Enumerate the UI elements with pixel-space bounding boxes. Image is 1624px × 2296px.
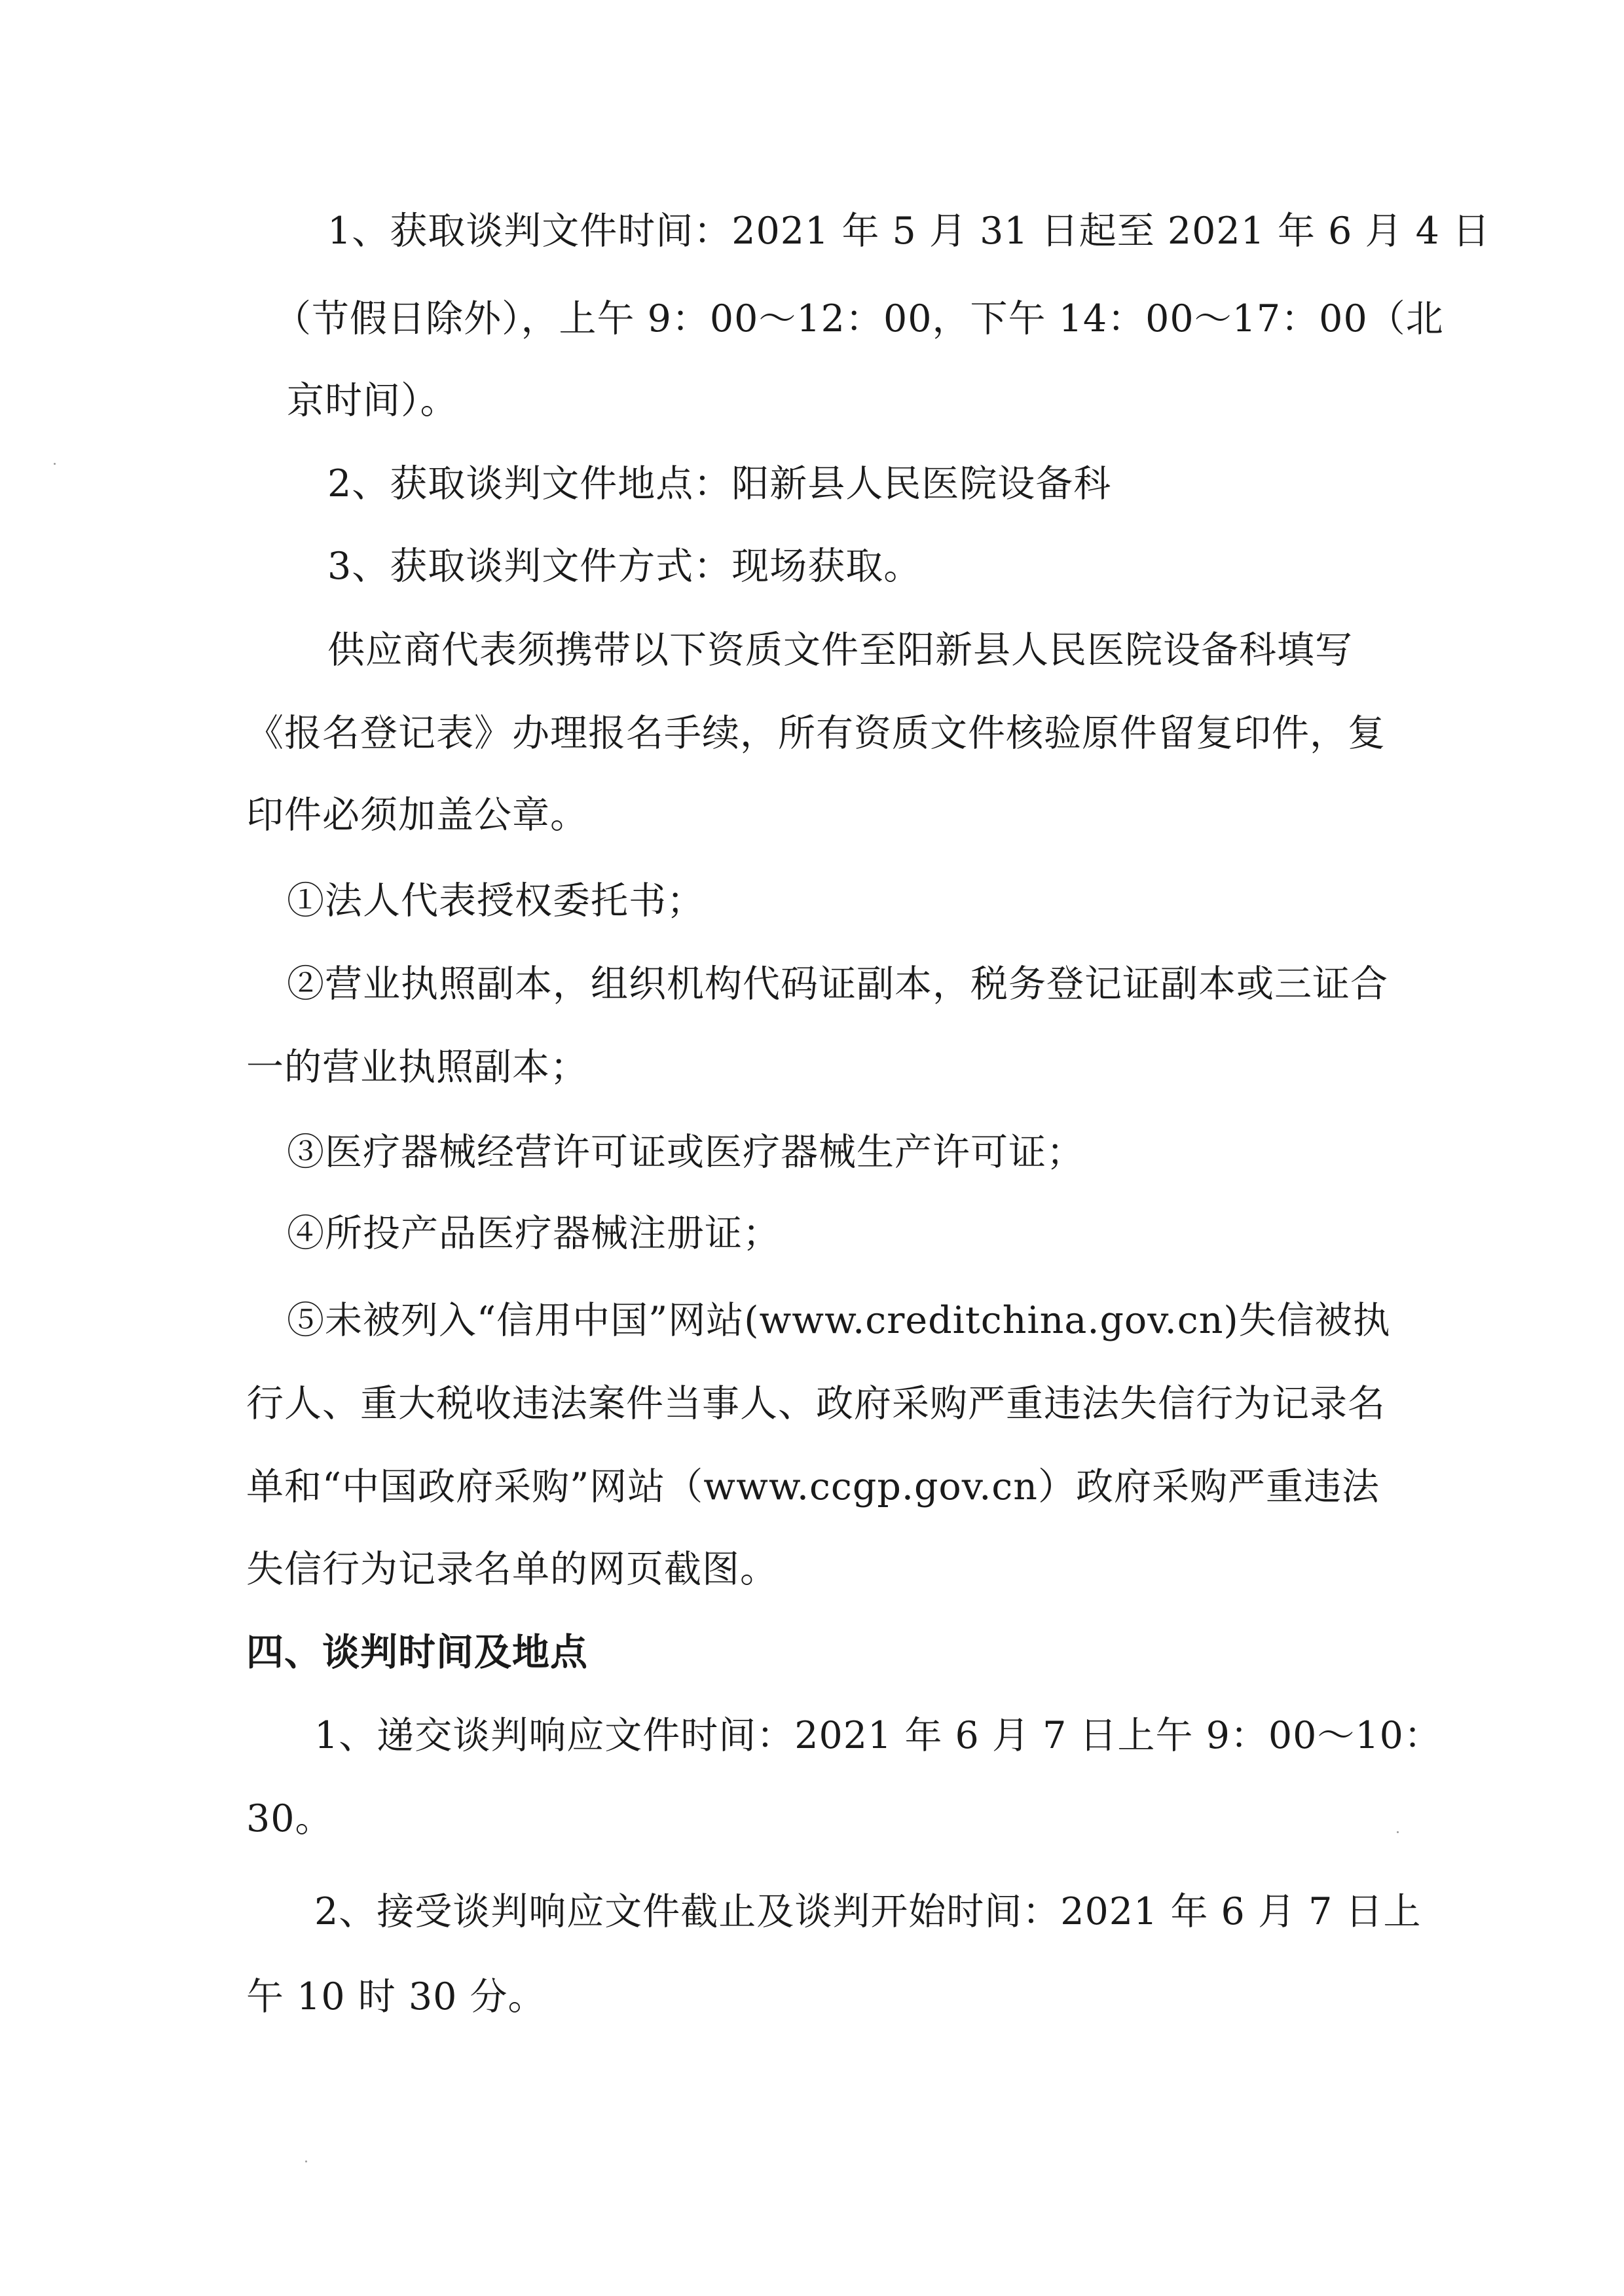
section-heading: 四、谈判时间及地点 xyxy=(246,1631,588,1674)
list-item: ⑤未被列入“信用中国”网站(www.creditchina.gov.cn)失信被执 xyxy=(287,1299,1391,1342)
scan-speck xyxy=(1397,1831,1399,1833)
text-line: 2、接受谈判响应文件截止及谈判开始时间：2021 年 6 月 7 日上 xyxy=(314,1890,1422,1933)
list-item: ③医疗器械经营许可证或医疗器械生产许可证； xyxy=(287,1131,1084,1174)
scan-speck xyxy=(54,463,56,465)
list-item: ④所投产品医疗器械注册证； xyxy=(287,1212,781,1255)
list-item: ②营业执照副本，组织机构代码证副本，税务登记证副本或三证合 xyxy=(287,962,1388,1006)
text-line: 单和“中国政府采购”网站（www.ccgp.gov.cn）政府采购严重违法 xyxy=(246,1465,1380,1508)
text-line: 1、获取谈判文件时间：2021 年 5 月 31 日起至 2021 年 6 月 4 日 xyxy=(327,210,1491,253)
list-item: ①法人代表授权委托书； xyxy=(287,879,705,922)
text-line: 供应商代表须携带以下资质文件至阳新县人民医院设备科填写 xyxy=(327,629,1353,672)
text-line: 京时间）。 xyxy=(287,379,458,422)
text-line: 印件必须加盖公章。 xyxy=(246,793,588,837)
text-line: （节假日除外），上午 9：00～12：00，下午 14：00～17：00（北 xyxy=(274,297,1444,340)
text-line: 一的营业执照副本； xyxy=(246,1046,588,1089)
text-line: 《报名登记表》办理报名手续，所有资质文件核验原件留复印件，复 xyxy=(246,712,1386,755)
text-line: 午 10 时 30 分。 xyxy=(246,1975,546,2018)
text-line: 失信行为记录名单的网页截图。 xyxy=(246,1548,778,1591)
text-line: 3、获取谈判文件方式：现场获取。 xyxy=(327,545,922,588)
scan-speck xyxy=(305,2160,307,2162)
text-line: 1、递交谈判响应文件时间：2021 年 6 月 7 日上午 9：00～10： xyxy=(314,1714,1442,1757)
text-line: 30。 xyxy=(246,1797,333,1840)
text-line: 2、获取谈判文件地点：阳新县人民医院设备科 xyxy=(327,462,1112,505)
text-line: 行人、重大税收违法案件当事人、政府采购严重违法失信行为记录名 xyxy=(246,1382,1386,1425)
